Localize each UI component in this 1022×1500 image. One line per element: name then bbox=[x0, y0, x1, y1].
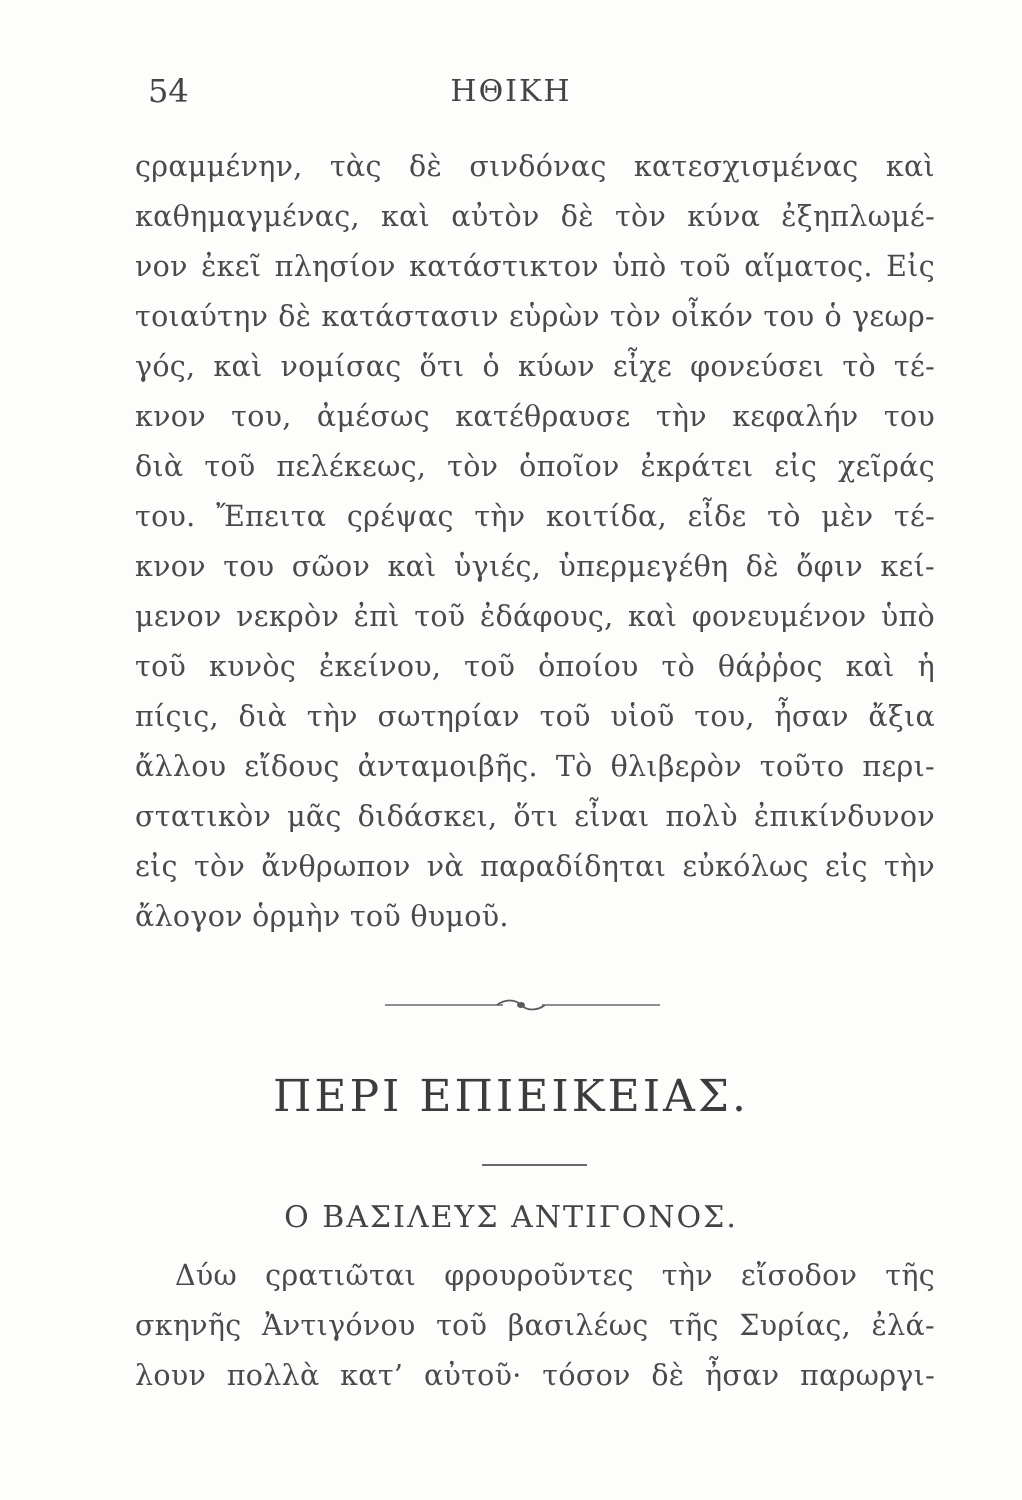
text-line: πίςις, διὰ τὴν σωτηρίαν τοῦ υἱοῦ του, ἦσαν ἄξια bbox=[135, 700, 935, 733]
text-line: κνον του, ἀμέσως κατέθραυσε τὴν κεφαλήν του bbox=[135, 400, 935, 433]
page-number: 54 bbox=[148, 72, 189, 110]
text-line: εἰς τὸν ἄνθρωπον νὰ παραδίδηται εὐκόλως εἰς τὴν bbox=[135, 850, 935, 883]
text-line: νον ἐκεῖ πλησίον κατάστικτον ὑπὸ τοῦ αἵματος. Εἰς bbox=[135, 250, 935, 283]
text-line: καθημαγμένας, καὶ αὐτὸν δὲ τὸν κύνα ἐξηπλωμέ- bbox=[135, 200, 935, 233]
text-line: κνον του σῶον καὶ ὑγιές, ὑπερμεγέθη δὲ ὄφιν κεί- bbox=[135, 550, 935, 583]
ornamental-divider bbox=[385, 995, 660, 1015]
text-line: ἄλογον ὁρμὴν τοῦ θυμοῦ. bbox=[135, 900, 509, 933]
text-line: γός, καὶ νομίσας ὅτι ὁ κύων εἶχε φονεύσει τὸ τέ- bbox=[135, 350, 935, 383]
text-line: σκηνῆς Ἀντιγόνου τοῦ βασιλέως τῆς Συρίας, ἐλά- bbox=[135, 1309, 935, 1342]
text-line: στατικὸν μᾶς διδάσκει, ὅτι εἶναι πολὺ ἐπικίνδυνον bbox=[135, 800, 935, 833]
text-line: λουν πολλὰ κατ’ αὐτοῦ· τόσον δὲ ἦσαν παρωργι- bbox=[135, 1359, 935, 1392]
running-head: ΗΘΙΚΗ bbox=[450, 74, 572, 109]
text-line: τοῦ κυνὸς ἐκείνου, τοῦ ὁποίου τὸ θάῤῥος καὶ ἡ bbox=[135, 650, 935, 683]
text-line: μενον νεκρὸν ἐπὶ τοῦ ἐδάφους, καὶ φονευμένον ὑπὸ bbox=[135, 600, 935, 633]
section-heading: ΠΕΡΙ ΕΠΙΕΙΚΕΙΑΣ. bbox=[272, 1071, 750, 1122]
text-line: Δύω ςρατιῶται φρουροῦντες τὴν εἴσοδον τῆς bbox=[175, 1259, 935, 1292]
section-subheading: Ο ΒΑΣΙΛΕΥΣ ΑΝΤΙΓΟΝΟΣ. bbox=[284, 1200, 738, 1235]
text-line: τοιαύτην δὲ κατάστασιν εὑρὼν τὸν οἶκόν του ὁ γεωρ- bbox=[135, 300, 935, 333]
heading-rule bbox=[482, 1164, 587, 1166]
text-line: ἄλλου εἴδους ἀνταμοιβῆς. Τὸ θλιβερὸν τοῦτο περι- bbox=[135, 750, 935, 783]
text-line: του. Ἔπειτα ςρέψας τὴν κοιτίδα, εἶδε τὸ μὲν τέ- bbox=[135, 500, 935, 533]
text-line: διὰ τοῦ πελέκεως, τὸν ὁποῖον ἐκράτει εἰς χεῖράς bbox=[135, 450, 935, 483]
paragraph-1 bbox=[135, 142, 935, 942]
text-line: ςραμμένην, τὰς δὲ σινδόνας κατεσχισμένας καὶ bbox=[135, 150, 935, 183]
paragraph-2 bbox=[135, 1251, 935, 1401]
